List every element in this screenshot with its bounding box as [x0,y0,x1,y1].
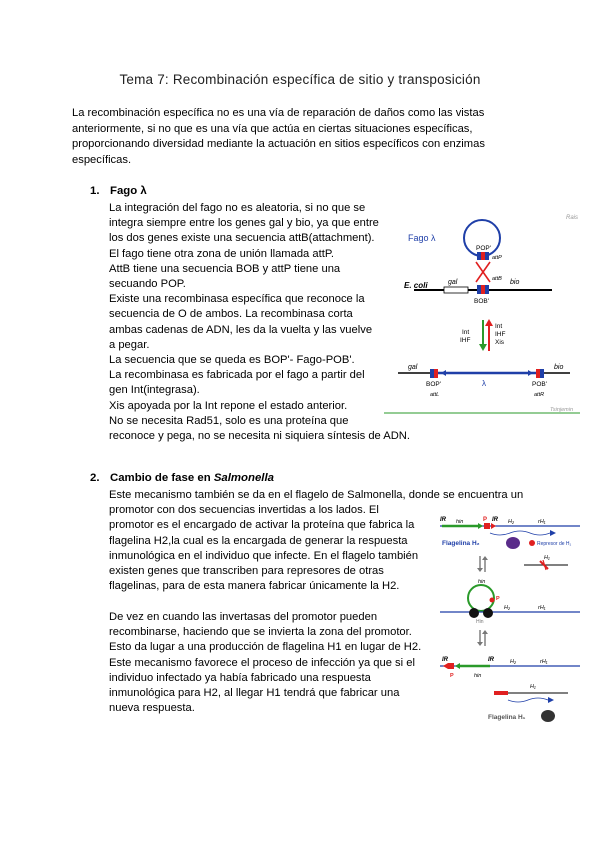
s3-h1-promoter [494,691,508,695]
section-1-title: Fago λ [110,185,147,197]
s2fig-h1b: H₁ [530,684,536,690]
section-2-body-b-line: inmunológica para H2, al llegar H1 tendrá que fabricar una [109,687,400,700]
s2fig-p2: P [496,596,500,602]
bob-box-right [485,285,489,294]
s1-repressor-dot [529,540,535,546]
section-2-title-italic: Salmonella [213,472,274,484]
fig1-attr: attR [534,392,545,398]
s2-promoter [490,598,495,603]
s2fig-hin3: Hin [476,619,484,625]
s3-hin-arrow [455,663,460,669]
section-1-body-line: La recombinasa es fabricada por el fago a partir del [109,369,365,382]
bop-box-2 [434,369,438,378]
salmonella-phase-diagram [420,512,584,726]
s3-transcript-arrow [548,697,554,703]
s1-transcript-arrow [550,530,556,536]
fig1-ihf2: IHF [495,331,506,338]
gal-gene [444,287,468,293]
bob-box-mid [481,285,485,294]
section-2-body-a-line: promotor es el encargado de activar la proteína que fabrica la [109,519,415,532]
t1-arrow-down-head [477,568,483,572]
s2fig-ir3: IR [442,657,448,663]
fig1-bob: BOB' [474,298,489,305]
section-1-body-line: Xis apoyada por la Int repone el estado anterior. [109,399,348,412]
fig1-attl: attL [430,392,440,398]
s2fig-rh1c: rH₁ [540,659,548,665]
section-1-body-line: La integración del fago no es aleatoria, si no que se [109,202,366,214]
section-1-body-line: La secuencia que se queda es BOP'- Fago-POB'. [109,354,355,367]
fig1-phage-label: Fago λ [408,233,436,243]
bop-box-1 [430,369,434,378]
fig1-gal: gal [448,279,458,286]
section-1-body-line: secuencia de O de ambos. La recombinasa corta [109,308,353,321]
pob-box-2 [540,369,544,378]
section-1-body-line: gen Int(integrasa). [109,384,200,397]
section-2-body-b-line: Este mecanismo favorece el proceso de infección ya que si el [109,656,415,669]
reverse-arrow-head [485,319,493,326]
fig1-lambda: λ [482,379,486,388]
t2-arrow-up-head [482,630,488,634]
s2fig-ir4: IR [488,657,494,663]
section-1-body-line: integra siempre entre los genes gal y bio, ya que entre [109,217,379,230]
section-2-body-b [109,610,421,716]
fig1-bop: BOP' [426,381,441,388]
fig1-ecoli: E. coli [404,281,428,290]
section-2-body-b-line: Esto da lugar a una producción de flagelina H1 en lugar de H2. [109,641,422,654]
section-1-body-line: ambas cadenas de ADN, les da la vuelta y las vuelve [109,323,373,336]
section-2-body-a-line: promotor con dos secuencias invertidas a los lados. El [109,504,379,517]
fig1-footer: Tsinjemin [550,407,574,413]
section-2-body-b-line: De vez en cuando las invertasas del promotor pueden [109,611,378,623]
s2fig-hin4: hin [474,673,482,679]
fig1-gal2: gal [408,364,418,371]
section-2-body-a-line: flagelina H2,la cual es la encargada de generar la respuesta [109,534,408,547]
section-1-body-line: No se necesita Rad51, solo es una proteína que [109,414,349,427]
pop-box-right [485,252,489,260]
bob-box-left [477,285,481,294]
s2fig-h1a: H₁ [544,555,550,561]
phage-arrow-right [528,370,533,376]
section-2-title: Cambio de fase en [110,472,214,484]
s2fig-flagelina-h1: Flagelina H₁ [488,714,526,721]
section-2-body-a-line: Este mecanismo también se da en el flagelo de Salmonella, donde se encuentra un [109,489,524,501]
s2fig-h2a: H₂ [508,519,515,525]
section-2-body-b-line: individuo infectado ya había fabricado una respuesta [109,671,371,684]
section-1-body-line: los dos genes existe una secuencia attB(attachment). [109,232,375,245]
s2fig-flagelina-h2: Flagelina H₂ [442,540,480,547]
s2fig-rh1a: rH₁ [538,519,546,525]
section-2-body-b-line: recombinarse, haciendo que se invierta la zona del promotor. [109,626,412,639]
fig1-attp: attP [492,255,502,261]
t2-arrow-down-head [477,642,483,646]
fig1-pop: POP' [476,245,491,252]
s1-hin-arrow [478,523,483,529]
s2fig-represor: Represor de H₁ [537,541,572,547]
intro-paragraph: La recombinación específica no es una vía de reparación de daños como las vistas anteriormente, si no que es una vía que actúa en ciertas situaciones específicas, proporcionando diversidad mediante la actuación en sitios específicos con enzimas específicas. [72,107,485,166]
fig1-ihf: IHF [460,337,471,344]
s2-loop [468,585,494,611]
section-1-heading [90,185,147,197]
pob-box-1 [536,369,540,378]
section-2-number: 2. [90,472,100,484]
s2fig-p3: P [450,673,454,679]
s2fig-hin2: hin [478,579,486,585]
section-1-number: 1. [90,185,100,197]
fig1-int2: Int [495,323,503,330]
section-1-body-line: secuando POP. [109,278,186,291]
s1-promoter [484,523,490,529]
s3-transcript [508,698,548,702]
s2-hin-protein-right [483,608,493,618]
s2fig-rh1b: rH₁ [538,605,546,611]
s2fig-h2b: H₂ [504,605,511,611]
phage-arrow-left [441,370,446,376]
section-2-body-a-line: inmunológica en el individuo que infecte. En el flagelo también [109,549,419,562]
fig1-int: Int [462,329,470,336]
section-2-body-a-line: flagelinas, para de esta manera fabricar únicamente la H2. [109,580,400,593]
fig1-bio: bio [510,279,520,286]
section-1-body-line: reconoce y pega, no se necesita ni siquiera síntesis de ADN. [109,430,410,443]
pop-box-mid [481,252,485,260]
fig1-xis: Xis [495,339,505,346]
s2fig-p1: P [483,517,488,523]
fig1-corner-label: Rais [566,215,579,221]
fig1-bio2: bio [554,364,564,371]
s1-h2-protein [506,537,520,549]
s2fig-h2c: H₂ [510,659,517,665]
section-1-body-line: Existe una recombinasa específica que reconoce la [109,293,365,306]
s2-hin-protein-left [469,608,479,618]
section-1-body-line: a pegar. [109,338,150,351]
s3-promoter [448,663,454,669]
section-2-body-a-line: existen genes que transcriben para represores de otras [109,565,384,578]
section-1-body-line: AttB tiene una secuencia BOB y attP tiene una [109,262,341,275]
s1-transcript [490,531,550,535]
section-2-body-b-line: nueva respuesta. [109,702,195,715]
section-1-body-line: El fago tiene otra zona de unión llamada attP. [109,247,334,260]
fig1-attb: attB [492,276,502,282]
pop-box-left [477,252,481,260]
t1-arrow-up-head [482,556,488,560]
page-title: Tema 7: Recombinación específica de sitio y transposición [119,72,481,87]
section-1-body [109,201,410,444]
s3-h1-protein [541,710,555,722]
forward-arrow-head [479,344,487,351]
fig1-pob: POB' [532,381,547,388]
phage-lambda-diagram [384,210,584,422]
s3-promoter-arrow [443,663,448,669]
section-2-heading [90,472,274,484]
s2fig-ir1: IR [440,517,446,523]
s1-promoter-arrow [491,523,496,529]
s2fig-ir2: IR [492,517,498,523]
s2fig-hin1: hin [456,519,464,525]
